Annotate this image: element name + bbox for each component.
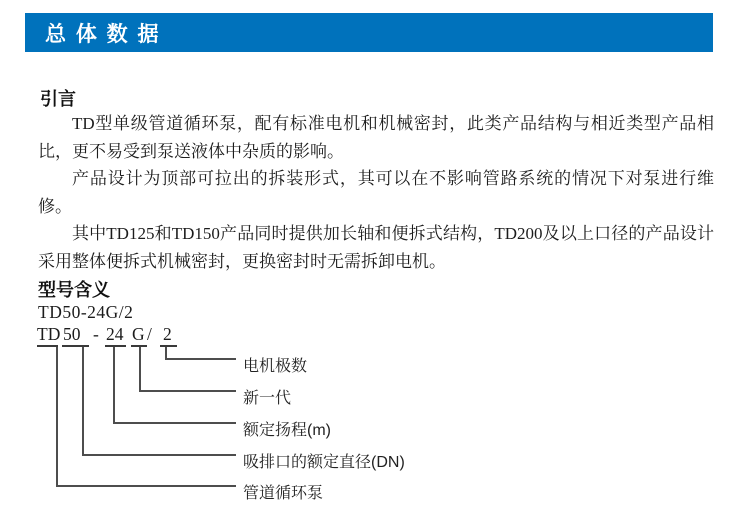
model-token-head: 24	[106, 324, 124, 344]
label-rated-diameter: 吸排口的额定直径(DN)	[243, 454, 405, 471]
label-motor-poles: 电机极数	[243, 358, 308, 375]
label-new-generation: 新一代	[243, 390, 292, 407]
intro-heading: 引言	[40, 89, 76, 109]
connector-line-series	[56, 347, 236, 487]
model-example-code: TD50-24G/2	[38, 302, 134, 322]
model-meaning-heading: 型号含义	[38, 280, 110, 300]
model-token-series: TD	[37, 324, 61, 344]
label-rated-head: 额定扬程(m)	[243, 422, 331, 439]
label-pipeline-pump: 管道循环泵	[243, 485, 324, 502]
intro-paragraph-1: TD型单级管道循环泵，配有标准电机和机械密封，此类产品结构与相近类型产品相比，更不易受到泵送液体中杂质的影响。	[38, 114, 714, 161]
model-token-separator2: /	[147, 324, 152, 344]
model-token-separator1: -	[93, 324, 99, 344]
underline-series	[37, 345, 58, 347]
intro-paragraph-2: 产品设计为顶部可拉出的拆装形式，其可以在不影响管路系统的情况下对泵进行维修。	[38, 169, 714, 216]
intro-paragraphs	[38, 110, 714, 275]
intro-paragraph-3: 其中TD125和TD150产品同时提供加长轴和便拆式结构，TD200及以上口径的产品设计采用整体便拆式机械密封，更换密封时无需拆卸电机。	[38, 224, 714, 271]
model-token-generation: G	[132, 324, 145, 344]
model-token-diameter: 50	[63, 324, 81, 344]
section-title-bar	[25, 13, 713, 52]
section-title: 总 体 数 据	[45, 22, 161, 46]
model-token-poles: 2	[163, 324, 172, 344]
